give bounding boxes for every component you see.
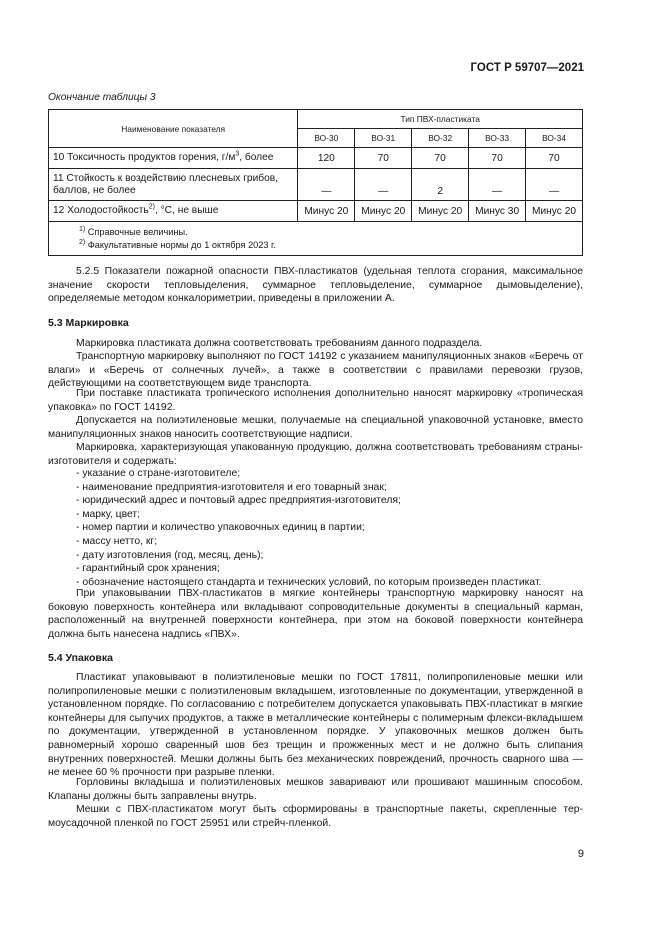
table-cell: —	[526, 169, 583, 201]
list-item: - указание о стране-изготовителе;	[76, 468, 241, 479]
column-header: ВО-31	[355, 129, 412, 148]
list-item: - марку, цвет;	[76, 508, 141, 520]
table-cell: Минус 20	[298, 201, 355, 222]
paragraph: Допускается на полиэтиленовые мешки, получаемые на специальной упаковочной установке, вместо манипуляционных знаков наносить соответствующие надписи.	[48, 415, 583, 440]
table-footnotes	[49, 222, 583, 256]
row-label: 10 Токсичность продуктов горения, $г/м^3$, более	[49, 148, 298, 169]
table-cell: 70	[469, 148, 526, 169]
table-cell: 2	[412, 169, 469, 201]
section-heading-packaging: 5.4 Упаковка	[48, 652, 113, 664]
column-header: ВО-32	[412, 129, 469, 148]
table-cell: —	[298, 169, 355, 201]
table-cell: 70	[355, 148, 412, 169]
row-label: 12 Холодостойкость$^{2)}$, °С, не выше	[49, 201, 298, 222]
header-type-group: Тип ПВХ-пластиката	[298, 110, 583, 129]
paragraph-5-2-5: 5.2.5 Показатели пожарной опасности ПВХ-пластикатов (удельная теплота сгорания, максимальное значение скорости тепловыделения, суммарное тепловыделение, суммарное дымовыделение), определяемые методом конкалориметрии, приведены в приложении А.	[48, 266, 583, 305]
list-item: - гарантийный срок хранения;	[76, 563, 220, 575]
properties-table	[48, 109, 583, 256]
table-cell: —	[469, 169, 526, 201]
table-cell: Минус 20	[412, 201, 469, 222]
page-number: 9	[577, 848, 584, 860]
list-item: - юридический адрес и почтовый адрес предприятия-изготовителя;	[76, 495, 401, 507]
header-indicator-name: Наименование показателя	[49, 110, 298, 148]
marking-requirements-list	[48, 467, 583, 589]
paragraph: При поставке пластиката тропического исполнения дополнительно наносят маркировку «тропическая упаковка» по ГОСТ 14192.	[48, 388, 583, 413]
table-row	[49, 169, 583, 201]
list-item: - номер партии и количество упаковочных единиц в партии;	[76, 522, 365, 534]
footnote: $^{2)}$ Факультативные нормы до 1 октября 2023 г.	[79, 238, 276, 250]
list-item: - обозначение настоящего стандарта и технических условий, по которым произведен пластикат.	[76, 576, 542, 588]
table-row	[49, 148, 583, 169]
column-header: ВО-30	[298, 129, 355, 148]
table-cell: Минус 20	[526, 201, 583, 222]
table-cell: 120	[298, 148, 355, 169]
paragraph: Пластикат упаковывают в полиэтиленовые мешки по ГОСТ 17811, полипропиленовые мешки или полипропиленовые мешки с полиэтиленовым вкладышем, изготовленные по документации, утвержденной в установленном порядке. По согласованию с потребителем допускается упаковывать ПВХ-пластикат в мягкие контейнеры для сыпучих продуктов, а также в металлические контейнеры с полимерным флекси-вкладышем по документации, утвержденной в установленном порядке. У упаковочных мешков должен быть равномерный хорошо сваренный шов без трещин и прожженных мест и не должно быть слипания внутренних поверхностей. Мешки должны быть без механических повреждений, прочность сварного шва — не менее 60 % прочности при разрыве пленки.	[48, 672, 583, 779]
table-cell: 70	[526, 148, 583, 169]
table-cell: Минус 30	[469, 201, 526, 222]
footnote: $^{1)}$ Справочные величины.	[79, 225, 188, 237]
list-item: - дату изготовления (год, месяц, день);	[76, 549, 264, 561]
list-item: - наименование предприятия-изготовителя и его товарный знак;	[76, 481, 387, 493]
paragraph: Транспортную маркировку выполняют по ГОСТ 14192 с указанием манипуляционных знаков «Беречь от влаги» и «Беречь от солнечных лучей», а также в соответствии с правилами перевозки грузов, действующими на соответствующем виде транспорта.	[48, 351, 583, 390]
paragraph: Маркировка, характеризующая упакованную продукцию, должна соответствовать требованиям страны-изготовителя и содержать:	[48, 442, 583, 467]
column-header: ВО-33	[469, 129, 526, 148]
section-heading-marking: 5.3 Маркировка	[48, 317, 129, 329]
table-caption: Окончание таблицы 3	[48, 92, 156, 103]
table-cell: —	[355, 169, 412, 201]
standard-code: ГОСТ Р 59707—2021	[470, 62, 584, 74]
list-item: - массу нетто, кг;	[76, 535, 158, 547]
paragraph: Маркировка пластиката должна соответствовать требованиям данного подраздела.	[76, 338, 483, 349]
table-cell: Минус 20	[355, 201, 412, 222]
paragraph: Мешки с ПВХ-пластикатом могут быть сформированы в транспортные пакеты, скрепленные термоусадочной пленкой по ГОСТ 25951 или стрейч-пленкой.	[48, 804, 583, 829]
paragraph: При упаковывании ПВХ-пластикатов в мягкие контейнеры транспортную маркировку наносят на боковую поверхность контейнера или вкладывают сопроводительные документы в специальный карман, расположенный на внутренней поверхности контейнера, при этом на боковой поверхности контейнера должна быть нанесена надпись «ПВХ».	[48, 588, 583, 640]
column-header: ВО-34	[526, 129, 583, 148]
paragraph: Горловины вкладыша и полиэтиленовых мешков заваривают или прошивают машинным способом. Клапаны должны быть заправлены внутрь.	[48, 777, 583, 802]
row-label: 11 Стойкость к воздействию плесневых грибов, баллов, не более	[49, 169, 298, 201]
table-row	[49, 201, 583, 222]
table-cell: 70	[412, 148, 469, 169]
